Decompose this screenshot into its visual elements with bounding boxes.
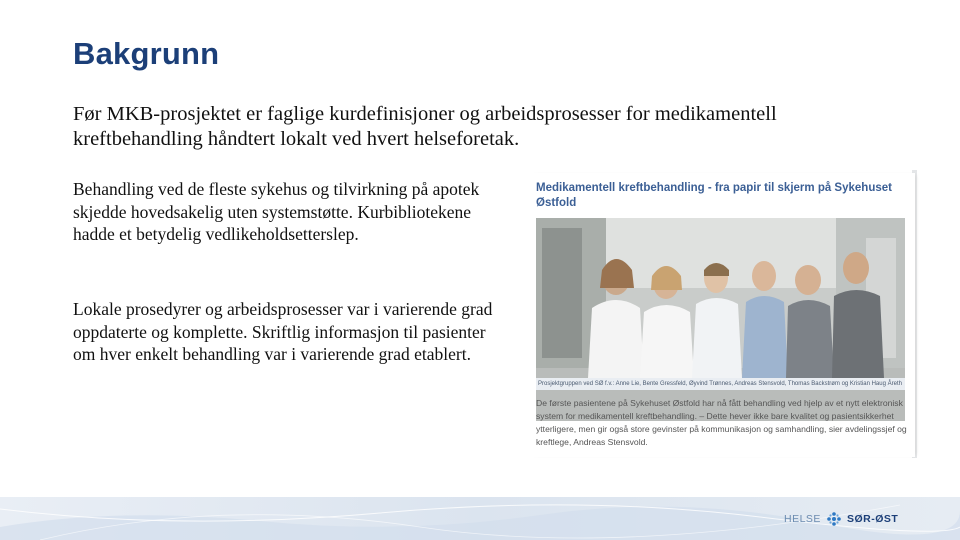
helse-sor-ost-logo: [784, 511, 898, 527]
photo-caption: Prosjektgruppen ved SØ f.v.: Anne Lie, Bente Gressfeld, Øyvind Trønnes, Andreas Stensvold, Thomas Backstrøm og Kristian Haug Åreth: [536, 378, 905, 390]
group-photo: [536, 218, 905, 421]
paragraph-procedures: Lokale prosedyrer og arbeidsprosesser var i varierende grad oppdaterte og komplette. Skriftlig informasjon til pasienter om hver enkelt behandling var i varierende grad etablert.: [73, 299, 493, 364]
lead-text: Før MKB-prosjektet er faglige kurdefinisjoner og arbeidsprosesser for medikamentell kreftbehandling håndtert lokalt ved hvert helseforetak.: [73, 103, 777, 150]
cross-dots-icon: [821, 511, 847, 527]
slide-title: Bakgrunn: [73, 36, 220, 71]
logo-text-sor-ost: SØR-ØST: [846, 513, 899, 525]
logo-text-helse: HELSE: [784, 513, 821, 525]
paragraph-systems: Behandling ved de fleste sykehus og tilvirkning på apotek skjedde hovedsakelig uten systemstøtte. Kurbibliotekene hadde et betydelig vedlikeholdsetterslep.: [73, 179, 480, 244]
article-body: De første pasientene på Sykehuset Østfold har nå fått behandling ved hjelp av et nytt elektronisk system for medikamentell kreftbehandling. – Dette hever ikke bare kvalitet og pasientsikkerhet ytterligere, men gir også store gevinster på kommunikasjon og samhandling, sier avdelingssjef og kreftlege, Andreas Stensvold.: [536, 398, 907, 447]
news-article-clipping: [530, 173, 915, 457]
article-headline: Medikamentell kreftbehandling - fra papir til skjerm på Sykehuset Østfold: [536, 182, 892, 209]
